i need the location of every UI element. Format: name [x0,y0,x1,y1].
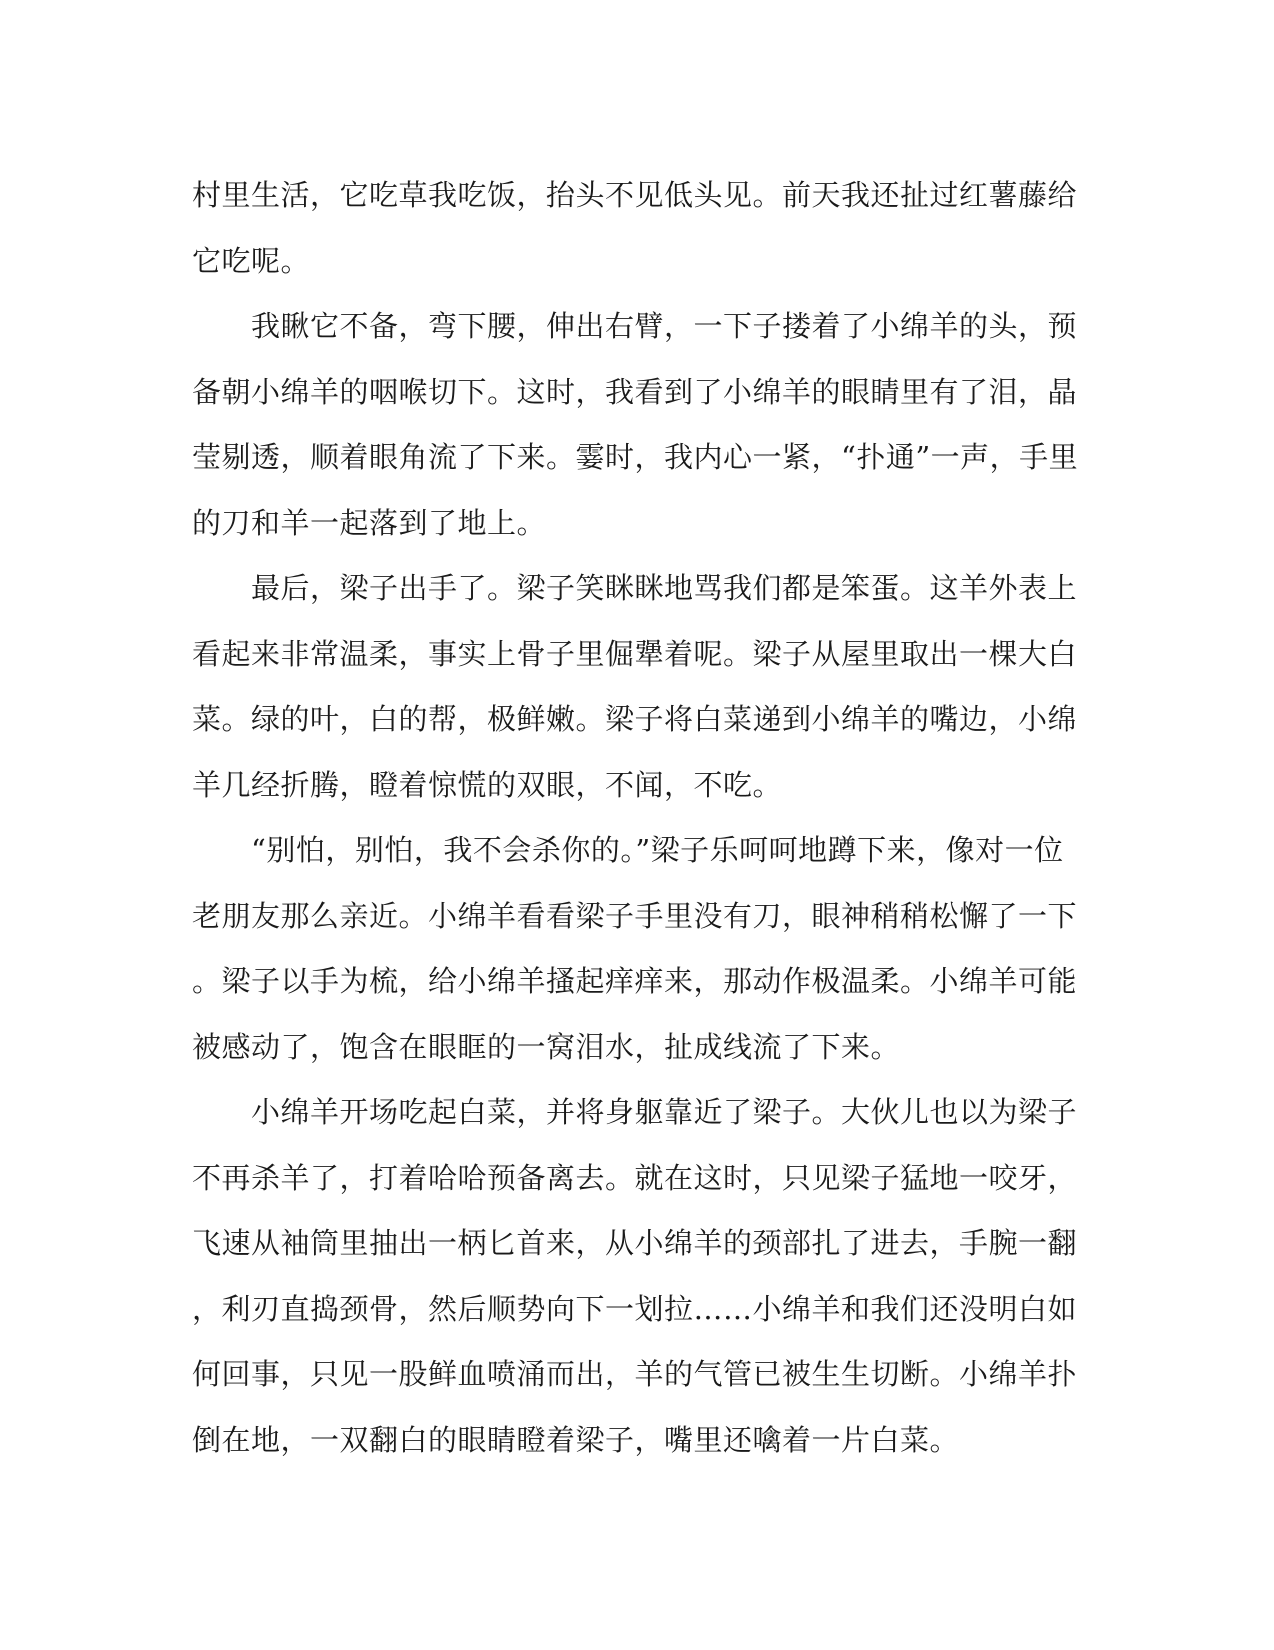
text-line: 莹剔透，顺着眼角流了下来。霎时，我内心一紧，“扑通”一声，手里 [192,440,1079,474]
text-line: 飞速从袖筒里抽出一柄匕首来，从小绵羊的颈部扎了进去，手腕一翻 [192,1226,1078,1260]
text-line: 何回事，只见一股鲜血喷涌而出，羊的气管已被生生切断。小绵羊扑 [192,1357,1078,1391]
text-line: 最后，梁子出手了。梁子笑眯眯地骂我们都是笨蛋。这羊外表上 [192,571,1078,605]
text-line: 它吃呢。 [192,243,311,278]
text-line: 小绵羊开场吃起白菜，并将身躯靠近了梁子。大伙儿也以为梁子 [192,1095,1078,1129]
text-line: 被感动了，饱含在眼眶的一窝泪水，扯成线流了下来。 [192,1029,901,1064]
text-line: 不再杀羊了，打着哈哈预备离去。就在这时，只见梁子猛地一咬牙， [192,1160,1078,1195]
document-body [192,163,1079,1473]
text-line: 菜。绿的叶，白的帮，极鲜嫩。梁子将白菜递到小绵羊的嘴边，小绵 [192,702,1078,736]
text-line: 我瞅它不备，弯下腰，伸出右臂，一下子搂着了小绵羊的头，预 [192,309,1078,343]
text-line: “别怕，别怕，我不会杀你的。”梁子乐呵呵地蹲下来，像对一位 [192,833,1064,867]
text-line: 羊几经折腾，瞪着惊慌的双眼，不闻，不吃。 [192,767,783,802]
text-line: 倒在地，一双翻白的眼睛瞪着梁子，嘴里还噙着一片白菜。 [192,1422,960,1457]
text-line: 村里生活，它吃草我吃饭，抬头不见低头见。前天我还扯过红薯藤给 [192,178,1078,212]
text-line: 老朋友那么亲近。小绵羊看看梁子手里没有刀，眼神稍稍松懈了一下 [192,898,1078,933]
text-line: 备朝小绵羊的咽喉切下。这时，我看到了小绵羊的眼睛里有了泪，晶 [192,374,1078,409]
text-line: ，利刃直捣颈骨，然后顺势向下一划拉……小绵羊和我们还没明白如 [192,1291,1078,1326]
text-line: 看起来非常温柔，事实上骨子里倔犟着呢。梁子从屋里取出一棵大白 [192,636,1078,671]
text-line: 的刀和羊一起落到了地上。 [192,505,547,540]
text-line: 。梁子以手为梳，给小绵羊搔起痒痒来，那动作极温柔。小绵羊可能 [192,964,1078,998]
